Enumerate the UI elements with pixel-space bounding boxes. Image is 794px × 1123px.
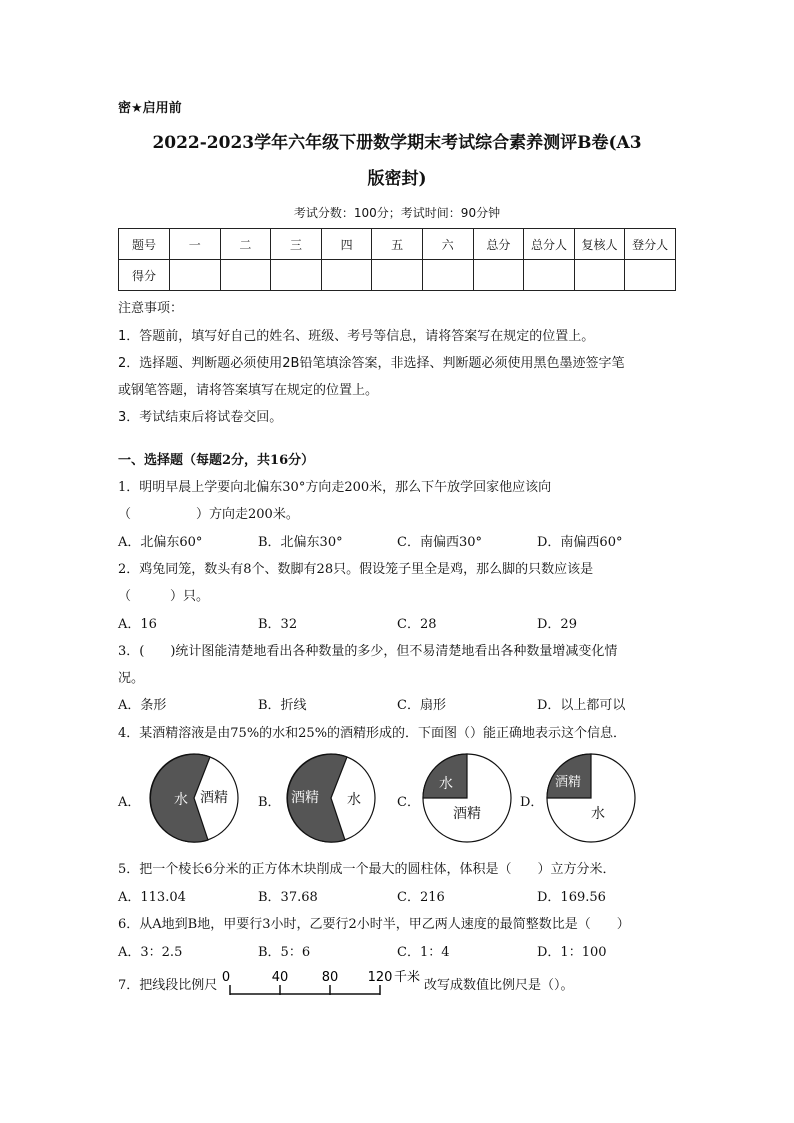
q2-option-c[interactable]: C．28 <box>397 617 437 632</box>
score-table <box>118 228 676 291</box>
table-cell: 三 <box>271 229 322 260</box>
question-3-line1: 3．( )统计图能清楚地看出各种数量的多少，但不易清楚地看出各种数量增减变化情 <box>118 644 618 659</box>
pie-chart-a <box>148 752 240 844</box>
pie-a-alcohol-label: 酒精 <box>200 790 228 806</box>
pie-d-water-label: 水 <box>591 806 605 822</box>
q4-option-d[interactable]: D． <box>520 795 544 810</box>
score-input-cell[interactable] <box>473 260 524 291</box>
note-item: 3．考试结束后将试卷交回。 <box>118 410 283 425</box>
note-item: 或钢笔答题，请将答案填写在规定的位置上。 <box>118 383 379 398</box>
q2-option-d[interactable]: D．29 <box>537 617 577 632</box>
score-input-cell[interactable] <box>625 260 676 291</box>
pie-chart-d <box>545 752 637 844</box>
scale-tick-label: 80 <box>321 970 339 985</box>
q3-option-c[interactable]: C．扇形 <box>397 698 446 713</box>
scale-tick-label: 120 <box>367 970 393 985</box>
q2-option-b[interactable]: B．32 <box>258 617 298 632</box>
q5-option-b[interactable]: B．37.68 <box>258 890 318 905</box>
pie-chart-c <box>421 752 513 844</box>
scale-tick-label: 40 <box>271 970 289 985</box>
score-input-cell[interactable] <box>170 260 221 291</box>
question-4-line1: 4．某酒精溶液是由75%的水和25%的酒精形成的．下面图（）能正确地表示这个信息． <box>118 726 627 741</box>
score-input-cell[interactable] <box>422 260 473 291</box>
scale-tick-label: 0 <box>222 970 231 985</box>
q2-option-a[interactable]: A．16 <box>118 617 157 632</box>
score-table-header-row <box>119 229 676 260</box>
secret-label: 密★启用前 <box>118 101 182 116</box>
scale-unit-label: 千米 <box>394 970 421 985</box>
q5-option-c[interactable]: C．216 <box>397 890 445 905</box>
note-item: 2．选择题、判断题必须使用2B铅笔填涂答案，非选择、判断题必须使用黑色墨迹签字笔 <box>118 356 625 371</box>
question-7-prefix: 7．把线段比例尺 <box>118 978 218 993</box>
question-6-line1: 6．从A地到B地，甲要行3小时，乙要行2小时半，甲乙两人速度的最简整数比是（ ） <box>118 917 630 932</box>
score-table-score-row <box>119 260 676 291</box>
q3-option-a[interactable]: A．条形 <box>118 698 167 713</box>
pie-chart-b <box>285 752 377 844</box>
pie-c-water-label: 水 <box>439 776 453 792</box>
section-heading: 一、选择题（每题2分，共16分） <box>118 453 315 468</box>
page-title-line2: 版密封) <box>367 169 427 189</box>
q3-option-d[interactable]: D．以上都可以 <box>537 698 626 713</box>
pie-b-water-label: 水 <box>347 792 361 808</box>
page-title-line1: 2022-2023学年六年级下册数学期末考试综合素养测评B卷(A3 <box>152 133 642 153</box>
line-scale-bar <box>222 964 427 1000</box>
table-cell: 题号 <box>119 229 170 260</box>
notes-heading: 注意事项： <box>118 301 184 316</box>
table-cell: 五 <box>372 229 423 260</box>
q5-option-a[interactable]: A．113.04 <box>118 890 186 905</box>
score-input-cell[interactable] <box>574 260 625 291</box>
score-input-cell[interactable] <box>220 260 271 291</box>
table-cell: 登分人 <box>625 229 676 260</box>
pie-c-alcohol-label: 酒精 <box>453 806 481 822</box>
table-cell: 四 <box>321 229 372 260</box>
q6-option-c[interactable]: C．1：4 <box>397 945 450 960</box>
score-input-cell[interactable] <box>372 260 423 291</box>
q6-option-d[interactable]: D．1：100 <box>537 945 607 960</box>
q3-option-b[interactable]: B．折线 <box>258 698 307 713</box>
table-cell: 复核人 <box>574 229 625 260</box>
q1-option-d[interactable]: D．南偏西60° <box>537 535 623 550</box>
pie-d-alcohol-label: 酒精 <box>555 775 582 790</box>
table-cell: 总分 <box>473 229 524 260</box>
question-2-line2: （ ）只。 <box>118 589 210 604</box>
question-5-line1: 5．把一个棱长6分米的正方体木块削成一个最大的圆柱体，体积是（ ）立方分米． <box>118 862 616 877</box>
q1-option-a[interactable]: A．北偏东60° <box>118 535 203 550</box>
table-cell: 得分 <box>119 260 170 291</box>
question-3-line2: 况。 <box>118 671 145 686</box>
q4-option-c[interactable]: C． <box>397 795 420 810</box>
note-item: 1．答题前，填写好自己的姓名、班级、考号等信息，请将答案写在规定的位置上。 <box>118 329 595 344</box>
q4-option-a[interactable]: A． <box>118 795 141 810</box>
pie-b-alcohol-label: 酒精 <box>291 790 319 806</box>
q1-option-b[interactable]: B．北偏东30° <box>258 535 343 550</box>
q6-option-b[interactable]: B．5：6 <box>258 945 311 960</box>
pie-a-water-label: 水 <box>174 792 188 808</box>
score-input-cell[interactable] <box>524 260 575 291</box>
score-input-cell[interactable] <box>321 260 372 291</box>
q1-option-c[interactable]: C．南偏西30° <box>397 535 482 550</box>
table-cell: 一 <box>170 229 221 260</box>
exam-info: 考试分数：100分；考试时间：90分钟 <box>293 206 501 220</box>
question-2-line1: 2．鸡兔同笼，数头有8个、数脚有28只。假设笼子里全是鸡，那么脚的只数应该是 <box>118 562 594 577</box>
question-1-line2: （ ）方向走200米。 <box>118 507 299 522</box>
table-cell: 总分人 <box>524 229 575 260</box>
score-input-cell[interactable] <box>271 260 322 291</box>
question-7-suffix: 改写成数值比例尺是（）。 <box>424 978 574 993</box>
q4-option-b[interactable]: B． <box>258 795 281 810</box>
question-1-line1: 1．明明早晨上学要向北偏东30°方向走200米，那么下午放学回家他应该向 <box>118 480 552 495</box>
table-cell: 二 <box>220 229 271 260</box>
q6-option-a[interactable]: A．3：2.5 <box>118 945 183 960</box>
q5-option-d[interactable]: D．169.56 <box>537 890 606 905</box>
table-cell: 六 <box>422 229 473 260</box>
